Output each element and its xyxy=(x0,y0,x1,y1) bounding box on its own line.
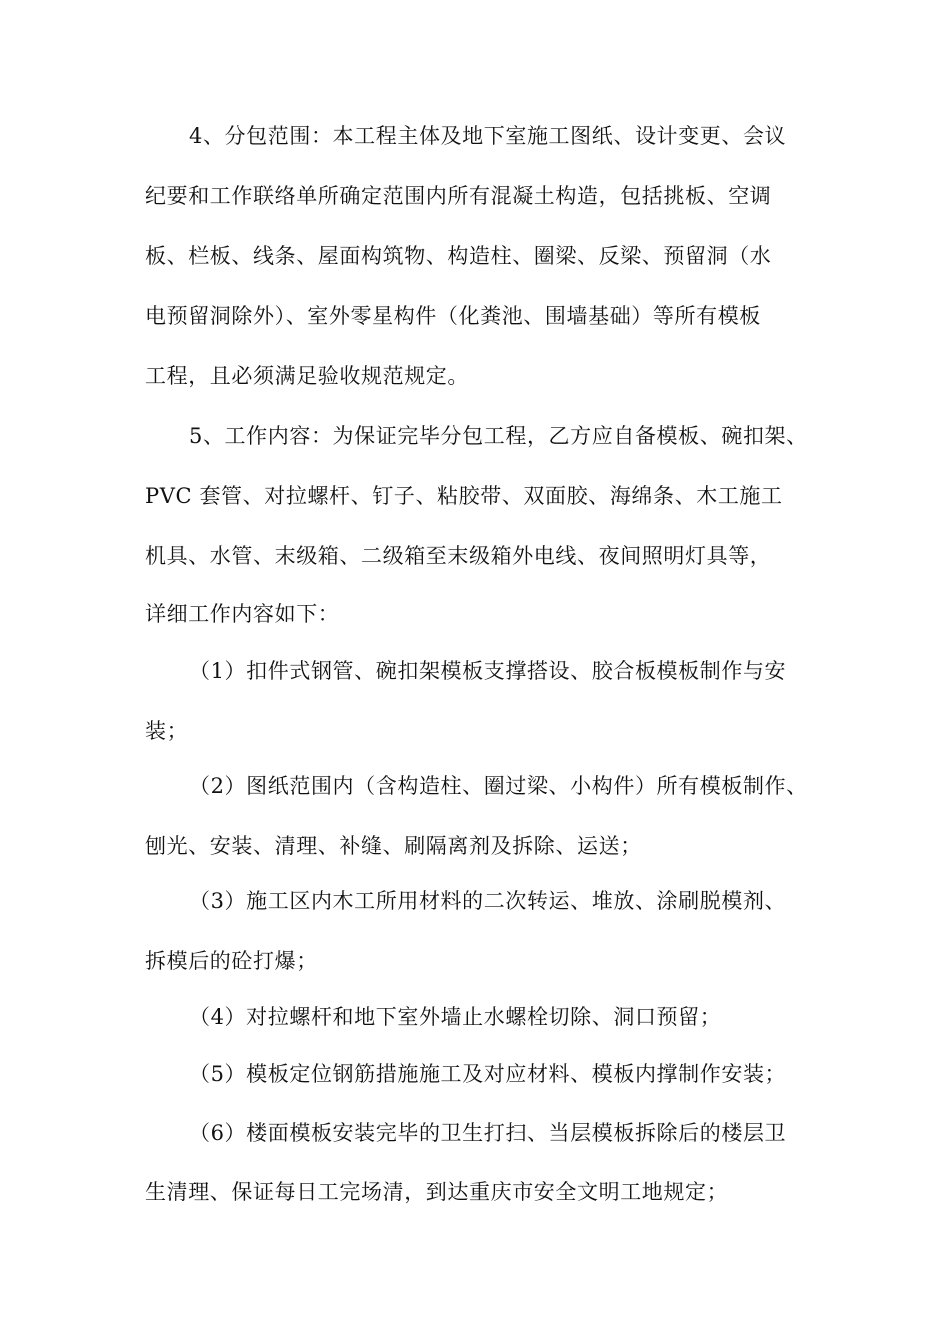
item-6-line-2: 生清理、保证每日工完场清，到达重庆市安全文明工地规定； xyxy=(145,1180,729,1204)
item-2-line-2: 刨光、安装、清理、补缝、刷隔离剂及拆除、运送； xyxy=(145,834,642,858)
item-3-line-2: 拆模后的砼打爆； xyxy=(145,949,318,973)
paragraph-4-line-2: 纪要和工作联络单所确定范围内所有混凝土构造，包括挑板、空调 xyxy=(145,184,772,208)
item-1-line-2: 装； xyxy=(145,719,189,743)
paragraph-5-line-4: 详细工作内容如下： xyxy=(145,602,340,626)
item-6-line-1: （6）楼面模板安装完毕的卫生打扫、当层模板拆除后的楼层卫 xyxy=(189,1121,787,1145)
item-3-line-1: （3）施工区内木工所用材料的二次转运、堆放、涂刷脱模剂、 xyxy=(189,889,787,913)
paragraph-5-line-2: PVC 套管、对拉螺杆、钉子、粘胶带、双面胶、海绵条、木工施工 xyxy=(145,484,783,508)
item-5-line-1: （5）模板定位钢筋措施施工及对应材料、模板内撑制作安装； xyxy=(189,1062,787,1086)
paragraph-4-line-3: 板、栏板、线条、屋面构筑物、构造柱、圈梁、反梁、预留洞（水 xyxy=(145,244,772,268)
item-1-line-1: （1）扣件式钢管、碗扣架模板支撑搭设、胶合板模板制作与安 xyxy=(189,659,787,683)
paragraph-5-line-1: 5、工作内容：为保证完毕分包工程，乙方应自备模板、碗扣架、 xyxy=(189,424,808,448)
paragraph-4-line-4: 电预留洞除外）、室外零星构件（化粪池、围墙基础）等所有模板 xyxy=(145,304,761,328)
paragraph-4-line-1: 4、分包范围：本工程主体及地下室施工图纸、设计变更、会议 xyxy=(189,124,787,148)
paragraph-4-line-5: 工程，且必须满足验收规范规定。 xyxy=(145,364,469,388)
item-2-line-1: （2）图纸范围内（含构造柱、圈过梁、小构件）所有模板制作、 xyxy=(189,774,808,798)
item-4-line-1: （4）对拉螺杆和地下室外墙止水螺栓切除、洞口预留； xyxy=(189,1005,722,1029)
paragraph-5-line-3: 机具、水管、末级箱、二级箱至末级箱外电线、夜间照明灯具等， xyxy=(145,544,772,568)
